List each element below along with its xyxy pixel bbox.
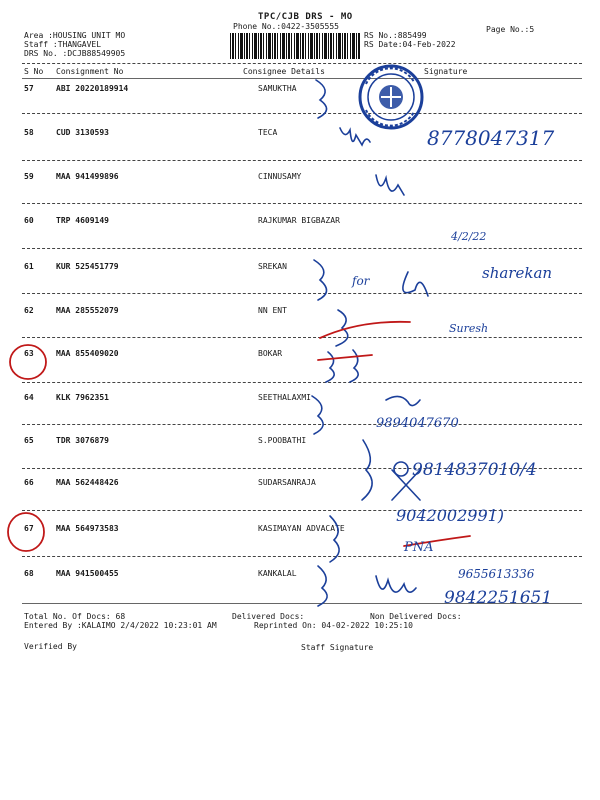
- table-row: [0, 216, 600, 230]
- handwritten-phone: 9042002991): [396, 506, 505, 525]
- row-divider: [22, 293, 582, 294]
- handwritten-name: sharekan: [482, 264, 553, 282]
- row-consignment: ABI 20220189914: [56, 84, 129, 93]
- table-row: [0, 84, 600, 98]
- row-consignee: TECA: [258, 128, 278, 137]
- column-header-consignee: Consignee Details: [243, 67, 325, 76]
- table-row: [0, 306, 600, 320]
- phone-number: Phone No.:0422-3505555: [233, 22, 339, 31]
- row-sno: 66: [24, 478, 34, 487]
- document-title: TPC/CJB DRS - MO: [258, 12, 353, 22]
- total-docs: Total No. Of Docs: 68: [24, 612, 126, 621]
- table-row: [0, 524, 600, 538]
- row-consignment: TRP 4609149: [56, 216, 109, 225]
- row-sno: 58: [24, 128, 34, 137]
- handwritten-phone: 9842251651: [444, 588, 553, 608]
- column-header-divider: [22, 78, 582, 79]
- row-consignee: SEETHALAXMI: [258, 393, 311, 402]
- drs-number: DRS No. :DCJB88549905: [24, 49, 126, 58]
- table-row: [0, 172, 600, 186]
- row-consignment: KLK 7962351: [56, 393, 109, 402]
- handwritten-for: for: [352, 274, 370, 288]
- row-consignee: SAMUKTHA: [258, 84, 297, 93]
- column-header-consignment: Consignment No: [56, 67, 124, 76]
- row-consignee: NN ENT: [258, 306, 287, 315]
- row-sno: 63: [24, 349, 34, 358]
- row-sno: 60: [24, 216, 34, 225]
- row-divider: [22, 337, 582, 338]
- handwritten-name: Suresh: [449, 322, 489, 335]
- row-divider: [22, 160, 582, 161]
- row-sno: 65: [24, 436, 34, 445]
- column-header-signature: Signature: [424, 67, 468, 76]
- row-consignee: SREKAN: [258, 262, 287, 271]
- row-consignee: KASIMAYAN ADVACATE: [258, 524, 345, 533]
- row-consignment: CUD 3130593: [56, 128, 109, 137]
- row-divider: [22, 424, 582, 425]
- row-consignee: S.POOBATHI: [258, 436, 307, 445]
- rs-date: RS Date:04-Feb-2022: [364, 40, 456, 49]
- reprinted-on: Reprinted On: 04-02-2022 10:25:10: [254, 621, 413, 630]
- rs-number: RS No.:885499: [364, 31, 427, 40]
- column-header-sno: S No: [24, 67, 44, 76]
- handwritten-phone: 8778047317: [427, 126, 555, 150]
- area-label: Area :HOUSING UNIT MO: [24, 31, 126, 40]
- row-divider: [22, 556, 582, 557]
- barcode: [230, 33, 360, 59]
- table-row: [0, 478, 600, 492]
- row-divider: [22, 248, 582, 249]
- row-sno: 67: [24, 524, 34, 533]
- entered-by: Entered By :KALAIMO 2/4/2022 10:23:01 AM: [24, 621, 217, 630]
- row-sno: 64: [24, 393, 34, 402]
- page-number: Page No.:5: [486, 25, 535, 34]
- row-consignment: MAA 562448426: [56, 478, 119, 487]
- handwritten-phone: 9655613336: [458, 567, 535, 581]
- staff-signature-label: Staff Signature: [301, 643, 374, 652]
- row-consignment: MAA 564973583: [56, 524, 119, 533]
- row-divider: [22, 203, 582, 204]
- row-consignment: TDR 3076879: [56, 436, 109, 445]
- table-row: [0, 393, 600, 407]
- row-sno: 68: [24, 569, 34, 578]
- handwritten-date: 4/2/22: [451, 230, 487, 243]
- row-consignee: BOKAR: [258, 349, 283, 358]
- handwritten-phone: 9894047670: [376, 416, 459, 431]
- row-sno: 61: [24, 262, 34, 271]
- header-divider: [22, 63, 582, 64]
- handwritten-phone: 9814837010/4: [412, 460, 537, 480]
- row-divider: [22, 113, 582, 114]
- row-consignment: MAA 941499896: [56, 172, 119, 181]
- verified-by: Verified By: [24, 642, 77, 651]
- table-row: [0, 349, 600, 363]
- row-consignment: MAA 285552079: [56, 306, 119, 315]
- signature-scribble: [394, 462, 408, 476]
- handwritten-note: PNA: [404, 540, 434, 555]
- table-row: [0, 436, 600, 450]
- row-consignee: RAJKUMAR BIGBAZAR: [258, 216, 340, 225]
- row-divider: [22, 382, 582, 383]
- row-sno: 59: [24, 172, 34, 181]
- non-delivered-docs: Non Delivered Docs:: [370, 612, 462, 621]
- delivered-docs: Delivered Docs:: [232, 612, 305, 621]
- row-consignment: MAA 855409020: [56, 349, 119, 358]
- row-consignee: SUDARSANRAJA: [258, 478, 316, 487]
- row-consignment: MAA 941500455: [56, 569, 119, 578]
- row-consignee: CINNUSAMY: [258, 172, 302, 181]
- red-strike-mark: [320, 322, 410, 338]
- row-consignee: KANKALAL: [258, 569, 297, 578]
- row-sno: 62: [24, 306, 34, 315]
- row-consignment: KUR 525451779: [56, 262, 119, 271]
- staff-label: Staff :THANGAVEL: [24, 40, 102, 49]
- row-sno: 57: [24, 84, 34, 93]
